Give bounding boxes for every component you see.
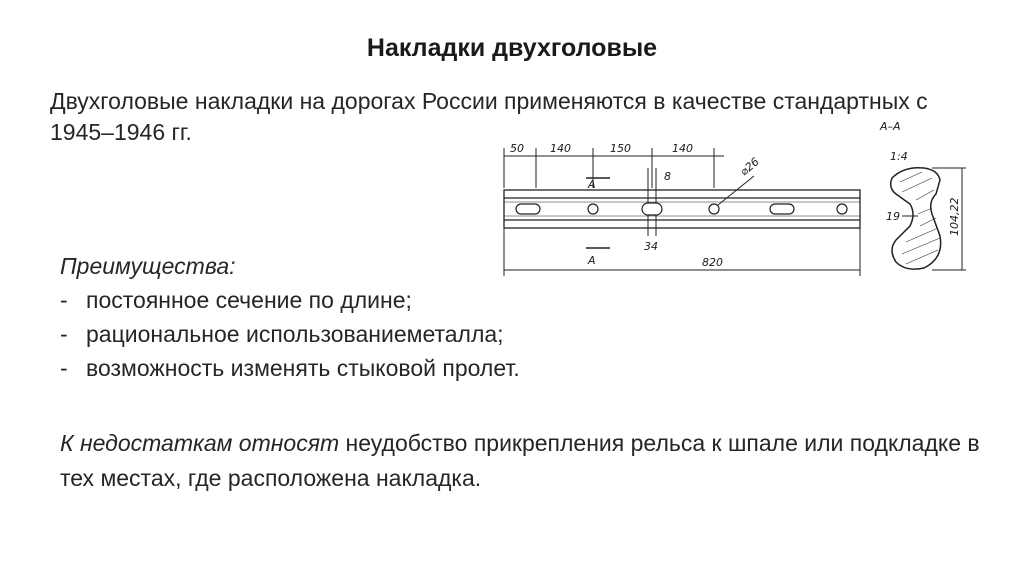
advantages-heading: Преимущества:	[60, 253, 236, 279]
dim-140-right: 140	[672, 142, 693, 155]
dim-50: 50	[510, 142, 524, 155]
section-scale: 1:4	[890, 150, 908, 163]
dim-34: 34	[644, 240, 658, 253]
drawbacks-lead: К недостаткам относят	[60, 430, 340, 456]
fishplate-holes	[516, 203, 847, 215]
intro-paragraph: Двухголовые накладки на дорогах России применяются в качестве стандартных с 1945–1946 гг.	[50, 88, 928, 145]
dim-820: 820	[702, 256, 723, 269]
drawbacks-text: неудобство прикрепления рельса к шпале или подкладке в тех местах, где расположена накладка.	[60, 430, 980, 491]
advantage-item: - рациональное использованиеметалла;	[60, 321, 504, 347]
slide-title: Накладки двухголовые	[366, 34, 658, 62]
advantage-text: возможность изменять стыковой пролет.	[86, 355, 520, 381]
dim-height: 104,22	[948, 197, 961, 236]
dim-8: 8	[664, 170, 671, 183]
dim-150: 150	[610, 142, 631, 155]
section-label: A–A	[880, 120, 901, 133]
dim-diameter: ⌀26	[737, 155, 762, 179]
top-dimension-lines	[504, 148, 724, 236]
cut-label-top: A	[588, 178, 596, 191]
dim-140-left: 140	[550, 142, 571, 155]
fishplate-body	[504, 190, 860, 228]
advantage-item: - постоянное сечение по длине;	[60, 287, 412, 313]
cut-label-bottom: A	[588, 254, 596, 267]
advantage-text: постоянное сечение по длине;	[86, 287, 412, 313]
advantage-text: рациональное использованиеметалла;	[86, 321, 504, 347]
dim-19: 19	[886, 210, 900, 223]
advantages-block	[60, 249, 700, 385]
advantage-item: - возможность изменять стыковой пролет.	[60, 355, 520, 381]
drawbacks-paragraph	[60, 426, 990, 496]
